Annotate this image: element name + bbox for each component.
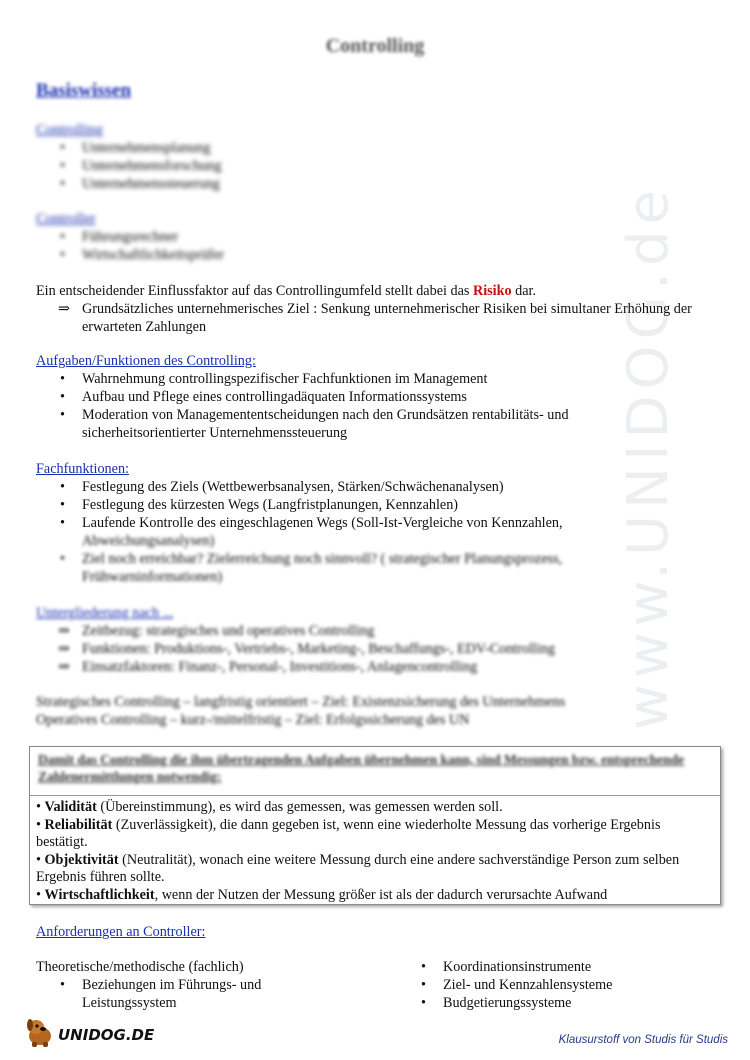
measurement-box [29,746,721,905]
list-item: • Beziehungen im Führungs- und Leistungssystem [36,976,282,1012]
anforderungen-heading: Anforderungen an Controller: [36,924,206,940]
dog-icon [24,1016,58,1048]
risk-goal-list [36,300,726,336]
section-heading: Basiswissen [36,80,132,101]
criterion-term: Wirtschaftlichkeit [44,886,155,903]
requirements-left-label: Theoretische/methodische (fachlich) [36,959,244,975]
criterion-text: (Übereinstimmung), es wird das gemessen, was gemessen werden soll. [96,799,503,815]
requirements-right-list [397,958,717,1012]
watermark: www.UNIDOG.de [616,184,681,730]
footer-tagline: Klausurstoff von Studis für Studis [558,1034,728,1046]
risk-goal: ⇒ Grundsätzliches unternehmerisches Ziel : Senkung unternehmerischer Risiken bei simultaner Erhöhung der erwarteten Zahlungen [36,300,726,336]
controlling-types [36,693,726,729]
fach-heading: Fachfunktionen: [36,461,129,477]
requirements-left [36,958,336,1012]
page-title: Controlling [325,35,425,57]
list-item: ⇒ Funktionen: Produktions-, Vertriebs-, Marketing-, Beschaffungs-, EDV-Controlling [36,640,726,658]
untergliederung-section [36,604,726,676]
criterion-term: Validität [44,799,97,815]
fach-section [36,460,726,586]
box-heading: Damit das Controlling die ihm übertragenden Aufgaben übernehmen kann, sind Messungen bzw. entsprechende Zahlenermittlungen notwendig: [38,752,685,784]
criteria-list [36,799,712,904]
criterion-text: (Neutralität), wonach eine weitere Messung durch eine andere sachverständige Person zum selben Ergebnis führen sollte. [36,851,680,885]
list-item: • Moderation von Managemententscheidungen nach den Grundsätzen rentabilitäts- und sicherheitsorientierter Unternehmenssteuerung [36,406,622,442]
controller-heading: Controller [36,211,96,227]
aufgaben-heading: Aufgaben/Funktionen des Controlling: [36,353,256,369]
list-item: • Festlegung des kürzesten Wegs (Langfristplanungen, Kennzahlen) [36,496,726,514]
operative-line: Operatives Controlling – kurz-/mittelfristig – Ziel: Erfolgssicherung des UN [36,712,470,728]
list-item-text: Laufende Kontrolle des eingeschlagenen Wegs (Soll-Ist-Vergleiche von Kennzahlen, [82,515,563,531]
list-item: • Unternehmensforschung [36,157,336,175]
list-item: • Festlegung des Ziels (Wettbewerbsanalysen, Stärken/Schwächenanalysen) [36,478,726,496]
list-item: • Budgetierungssysteme [397,994,717,1012]
fach-list [36,478,726,586]
box-divider [30,795,720,796]
controlling-heading: Controlling [36,122,103,138]
unidog-logo [24,1016,155,1048]
list-item: • Unternehmensplanung [36,139,336,157]
controlling-section [36,121,336,193]
untergliederung-heading: Untergliederung nach ... [36,605,174,621]
risk-sentence-end: dar. [511,283,537,299]
list-item-text-blurred: Abweichungsanalysen) [82,533,215,549]
list-item: • Führungsrechner [36,228,336,246]
criterion-term: Objektivität [44,851,119,868]
list-item: • Ziel noch erreichbar? Zielerreichung noch sinnvoll? ( strategischer Planungsprozess, Frühwarninformationen) [36,550,642,586]
list-item: • Wahrnehmung controllingspezifischer Fachfunktionen im Management [36,370,726,388]
controller-section [36,210,336,264]
aufgaben-section [36,352,726,442]
list-item: • Wirtschaftlichkeitsprüfer [36,246,336,264]
risk-paragraph [36,282,726,336]
strategic-line: Strategisches Controlling – langfristig orientiert – Ziel: Existenzsicherung des Unternehmens [36,694,566,710]
list-item: ⇒ Zeitbezug: strategisches und operatives Controlling [36,622,726,640]
criterion: • Validität (Übereinstimmung), es wird das gemessen, was gemessen werden soll. [36,799,503,815]
untergliederung-list [36,622,726,676]
aufgaben-list [36,370,726,442]
list-item: • Aufbau und Pflege eines controllingadäquaten Informationssystems [36,388,726,406]
risk-highlight: Risiko [472,283,512,299]
criterion: • Objektivität (Neutralität), wonach eine weitere Messung durch eine andere sachverständige Person zum selben Ergebnis führen sollte. [36,851,680,885]
risk-sentence [36,282,726,300]
list-item [36,514,726,550]
risk-sentence-start: Ein entscheidender Einflussfaktor auf das Controllingumfeld stellt dabei das [36,283,473,299]
criterion: • Wirtschaftlichkeit, wenn der Nutzen der Messung größer ist als der dadurch verursachte Aufwand [36,886,608,903]
controlling-list [36,139,336,193]
list-item: • Unternehmenssteuerung [36,175,336,193]
criterion-text: , wenn der Nutzen der Messung größer ist als der dadurch verursachte Aufwand [154,886,608,903]
list-item: • Koordinationsinstrumente [397,958,717,976]
criterion-text: (Zuverlässigkeit), die dann gegeben ist, wenn eine wiederholte Messung das vorherige Ergebnis bestätigt. [36,816,661,850]
list-item: ⇒ Einsatzfaktoren: Finanz-, Personal-, Investitions-, Anlagencontrolling [36,658,726,676]
logo-text: UNIDOG.DE [58,1026,155,1044]
requirements-left-list [36,976,336,1012]
criterion: • Reliabilität (Zuverlässigkeit), die dann gegeben ist, wenn eine wiederholte Messung das vorherige Ergebnis bestätigt. [36,816,661,850]
controller-list [36,228,336,264]
list-item: • Ziel- und Kennzahlensysteme [397,976,717,994]
requirements-right [397,958,717,1012]
criterion-term: Reliabilität [44,816,113,833]
